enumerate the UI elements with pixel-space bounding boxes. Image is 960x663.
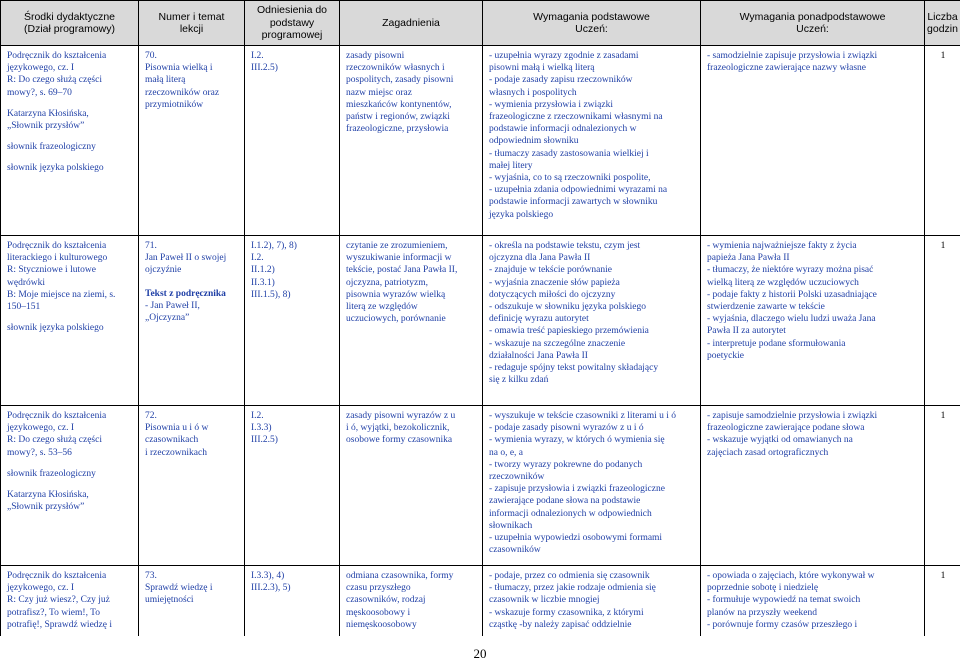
topic-line: nazw miejsc oraz xyxy=(346,87,412,98)
teaching-aid-line: słownik frazeologiczny xyxy=(7,142,96,153)
basic-requirement-line: - wymienia przysłowia i związki xyxy=(489,99,613,110)
basic-requirement-line: - podaje, przez co odmienia się czasownik xyxy=(489,571,650,581)
basic-requirement-line: pisowni małą i wielką literą xyxy=(489,63,595,74)
advanced-requirement-line: - interpretuje podane sformułowania xyxy=(707,338,846,349)
teaching-aid xyxy=(7,108,133,132)
advanced-requirement-line: wielką literą ze względów uczuciowych xyxy=(707,277,859,288)
topic-line: uczuciowych, porównanie xyxy=(346,314,446,325)
lesson-title-line: i rzeczownikach xyxy=(145,447,207,458)
table-row xyxy=(1,406,960,566)
advanced-requirement-line: papieża Jana Pawła II xyxy=(707,253,790,264)
teaching-aid-line: wędrówki xyxy=(7,277,45,288)
teaching-aid-line: potrafisz?, To wiem!, To xyxy=(7,607,101,618)
curriculum-refs-cell xyxy=(245,406,340,566)
advanced-requirement-line: - zapisuje samodzielnie przysłowia i związki xyxy=(707,411,878,421)
lesson-text-heading: Tekst z podręcznika xyxy=(145,288,226,299)
lesson-cell xyxy=(139,46,245,236)
teaching-aids-cell xyxy=(1,566,139,636)
curriculum-refs-cell xyxy=(245,236,340,406)
teaching-aid-line: potrafię!, Sprawdź wiedzę i xyxy=(7,619,112,630)
teaching-aid-line: „Słownik przysłów” xyxy=(7,121,85,132)
topic-line: rzeczowników własnych i xyxy=(346,63,445,74)
lesson-cell xyxy=(139,236,245,406)
teaching-aid-line: Katarzyna Kłosińska, xyxy=(7,490,89,501)
basic-requirement-line: - znajduje w tekście porównanie xyxy=(489,265,612,276)
basic-requirement-line: - uzupełnia wyrazy zgodnie z zasadami xyxy=(489,51,639,61)
basic-requirement-line: ojczyzna dla Jana Pawła II xyxy=(489,253,591,264)
header-topics: Zagadnienia xyxy=(340,1,483,46)
teaching-aid-line: Podręcznik do kształcenia xyxy=(7,411,107,421)
teaching-aid-line: mowy?, s. 53–56 xyxy=(7,447,72,458)
table-row xyxy=(1,236,960,406)
lesson-title-line: czasownikach xyxy=(145,435,199,446)
basic-requirement-line: - wyjaśnia znaczenie słów papieża xyxy=(489,277,620,288)
table-row xyxy=(1,46,960,236)
teaching-aid-line: słownik frazeologiczny xyxy=(7,468,96,479)
teaching-aid-line: R: Styczniowe i lutowe xyxy=(7,265,96,276)
topic-line: odmiana czasownika, formy xyxy=(346,571,454,581)
curriculum-ref: III.2.5) xyxy=(251,435,278,446)
basic-requirement-line: - tłumaczy zasady zastosowania wielkiej i xyxy=(489,148,649,159)
curriculum-refs-cell xyxy=(245,46,340,236)
advanced-requirement-line: stwierdzenie zawarte w tekście xyxy=(707,302,825,313)
teaching-aid xyxy=(7,489,133,513)
teaching-aid-line: Podręcznik do kształcenia xyxy=(7,51,107,61)
table-body xyxy=(1,46,960,636)
advanced-requirement-line: planów na przyszły weekend xyxy=(707,607,818,618)
basic-requirement-line: - podaje zasady pisowni wyrazów z u i ó xyxy=(489,423,644,434)
basic-requirement-line: - wskazuje formy czasownika, z którymi xyxy=(489,607,644,618)
advanced-requirement-line: - porównuje formy czasów przeszłego i xyxy=(707,619,858,630)
teaching-aid-line: słownik języka polskiego xyxy=(7,163,104,174)
lesson-title-line: małą literą xyxy=(145,75,186,86)
advanced-requirement-line: - tłumaczy, że niektóre wyrazy można pisać xyxy=(707,265,874,276)
topic-line: męskoosobowy i xyxy=(346,607,411,618)
table-row xyxy=(1,566,960,636)
basic-requirement-line: własnych i pospolitych xyxy=(489,87,577,98)
topic-line: ojczyzna, patriotyzm, xyxy=(346,277,429,288)
lesson-number: 72. xyxy=(145,411,157,421)
basic-requirement-line: - redaguje spójny tekst powitalny składający xyxy=(489,363,659,374)
topic-line: pisownia wyrazów wielką xyxy=(346,289,446,300)
curriculum-ref: III.1.5), 8) xyxy=(251,289,291,300)
basic-requirement-line: dotyczących miłości do ojczyzny xyxy=(489,289,616,300)
teaching-aid-line: mowy?, s. 69–70 xyxy=(7,87,72,98)
curriculum-ref: I.3.3) xyxy=(251,423,272,434)
basic-requirement-line: - tworzy wyrazy pokrewne do podanych xyxy=(489,459,643,470)
topic-line: literą ze względów xyxy=(346,302,418,313)
basic-requirement-line: - uzupełnia zdania odpowiednimi wyrazami na xyxy=(489,185,668,196)
teaching-aids-cell xyxy=(1,406,139,566)
lesson-title-line: Pisownia wielką i xyxy=(145,63,213,74)
advanced-requirement-line: - podaje fakty z historii Polski uzasadniające xyxy=(707,289,877,300)
teaching-aid-line: Podręcznik do kształcenia xyxy=(7,571,107,581)
advanced-requirement-line: - wymienia najważniejsze fakty z życia xyxy=(707,241,857,251)
teaching-aid-line: R: Do czego służą części xyxy=(7,435,102,446)
advanced-requirement-line: frazeologiczne zawierające podane słowa xyxy=(707,423,865,434)
header-advanced-requirements: Wymagania ponadpodstawowe Uczeń: xyxy=(701,1,925,46)
topics-cell xyxy=(340,236,483,406)
advanced-requirement-line: poprzednie sobotę i niedzielę xyxy=(707,583,819,594)
basic-requirement-line: cząstkę -by należy zapisać oddzielnie xyxy=(489,619,632,630)
topic-line: wyszukiwanie informacji w xyxy=(346,253,452,264)
topic-line: pospolitych, zasady pisowni xyxy=(346,75,454,86)
lesson-title-line: Sprawdź wiedzę i xyxy=(145,583,213,594)
basic-requirement-line: czasownik w liczbie mnogiej xyxy=(489,595,600,606)
topic-line: niemęskoosobowy xyxy=(346,619,417,630)
teaching-aid xyxy=(7,570,133,631)
topic-line: i ó, wyjątki, bezokolicznik, xyxy=(346,423,450,434)
basic-requirement-line: - określa na podstawie tekstu, czym jest xyxy=(489,241,641,251)
topic-line: zasady pisowni xyxy=(346,51,405,61)
topic-line: tekście, postać Jana Pawła II, xyxy=(346,265,458,276)
basic-requirements-cell xyxy=(483,46,701,236)
advanced-requirement-line: - wskazuje wyjątki od omawianych na xyxy=(707,435,853,446)
teaching-aid-line: Katarzyna Kłosińska, xyxy=(7,108,89,119)
topics-cell xyxy=(340,46,483,236)
basic-requirement-line: - podaje zasady zapisu rzeczowników xyxy=(489,75,633,86)
lesson-cell xyxy=(139,566,245,636)
lesson-number: 71. xyxy=(145,241,157,251)
basic-requirement-line: małej litery xyxy=(489,160,533,171)
lesson-number: 70. xyxy=(145,51,157,61)
basic-requirement-line: - uzupełnia wypowiedzi osobowymi formami xyxy=(489,533,663,544)
teaching-aid-line: Podręcznik do kształcenia xyxy=(7,241,107,251)
basic-requirement-line: - wyszukuje w tekście czasowniki z literami u i ó xyxy=(489,411,677,421)
curriculum-ref: II.3.1) xyxy=(251,277,275,288)
teaching-aid-line: „Słownik przysłów” xyxy=(7,502,85,513)
teaching-aid-line: literackiego i kulturowego xyxy=(7,253,108,264)
teaching-aids-cell xyxy=(1,46,139,236)
teaching-aid xyxy=(7,141,133,153)
topic-line: państw i regionów, związki xyxy=(346,112,450,123)
header-row xyxy=(1,1,960,46)
basic-requirement-line: słownikach xyxy=(489,520,533,531)
lesson-title-line: ojczyźnie xyxy=(145,265,182,276)
basic-requirement-line: podstawie informacji zawartych w słowniku xyxy=(489,197,658,208)
lesson-title-line: Pisownia u i ó w xyxy=(145,423,209,434)
basic-requirement-line: się z kilku zdań xyxy=(489,375,549,386)
basic-requirement-line: - zapisuje przysłowia i związki frazeologiczne xyxy=(489,484,665,495)
teaching-aid xyxy=(7,50,133,99)
teaching-aid-line: językowego, cz. I xyxy=(7,423,74,434)
curriculum-refs-cell xyxy=(245,566,340,636)
header-curriculum-refs: Odniesienia do podstawy programowej xyxy=(245,1,340,46)
topic-line: czasowników, rodzaj xyxy=(346,595,426,606)
advanced-requirement-line: - samodzielnie zapisuje przysłowia i związki xyxy=(707,51,878,61)
teaching-aid xyxy=(7,468,133,480)
advanced-requirements-cell xyxy=(701,236,925,406)
lesson-title-line: rzeczowników oraz xyxy=(145,87,220,98)
basic-requirement-line: - omawia treść papieskiego przemówienia xyxy=(489,326,649,337)
advanced-requirements-cell xyxy=(701,46,925,236)
basic-requirement-line: języka polskiego xyxy=(489,209,554,220)
curriculum-ref: I.2. xyxy=(251,253,264,264)
advanced-requirement-line: frazeologiczne zawierające nazwy własne xyxy=(707,63,867,74)
curriculum-ref: III.2.3), 5) xyxy=(251,583,291,594)
basic-requirement-line: odpowiednim słowniku xyxy=(489,136,579,147)
topic-line: frazeologiczne, przysłowia xyxy=(346,124,449,135)
topic-line: zasady pisowni wyrazów z u xyxy=(346,411,456,421)
basic-requirement-line: na o, e, a xyxy=(489,447,524,458)
lesson-title-line: przymiotników xyxy=(145,99,204,110)
hours-cell: 1 xyxy=(925,406,960,566)
advanced-requirement-line: - opowiada o zajęciach, które wykonywał w xyxy=(707,571,875,581)
page-number: 20 xyxy=(473,646,487,661)
lesson-title-line: umiejętności xyxy=(145,595,194,606)
basic-requirement-line: podstawie informacji odnalezionych w xyxy=(489,124,637,135)
topics-cell xyxy=(340,406,483,566)
teaching-aid-line: R: Czy już wiesz?, Czy już xyxy=(7,595,110,606)
advanced-requirement-line: - wyjaśnia, dlaczego wielu ludzi uważa Jana xyxy=(707,314,876,325)
teaching-aid-line: słownik języka polskiego xyxy=(7,323,104,334)
topic-line: czasu przyszłego xyxy=(346,583,411,594)
topic-line: mieszkańców kontynentów, xyxy=(346,99,452,110)
header-lesson: Numer i temat lekcji xyxy=(139,1,245,46)
basic-requirement-line: - wymienia wyrazy, w których ó wymienia się xyxy=(489,435,665,446)
topic-line: czytanie ze zrozumieniem, xyxy=(346,241,448,251)
header-basic-requirements: Wymagania podstawowe Uczeń: xyxy=(483,1,701,46)
advanced-requirement-line: poetyckie xyxy=(707,350,744,361)
advanced-requirements-cell xyxy=(701,406,925,566)
teaching-aid xyxy=(7,240,133,313)
basic-requirements-cell xyxy=(483,566,701,636)
basic-requirement-line: frazeologiczne z rzeczownikami własnymi na xyxy=(489,112,663,123)
topic-line: osobowe formy czasownika xyxy=(346,435,453,446)
basic-requirement-line: definicję wyrazu autorytet xyxy=(489,314,589,325)
basic-requirements-cell xyxy=(483,236,701,406)
advanced-requirement-line: Pawła II za autorytet xyxy=(707,326,786,337)
lesson-number: 73. xyxy=(145,571,157,581)
lesson-text-line: „Ojczyzna” xyxy=(145,313,190,324)
teaching-aid-line: językowego, cz. I xyxy=(7,583,74,594)
basic-requirement-line: - tłumaczy, przez jakie rodzaje odmienia się xyxy=(489,583,656,594)
teaching-aid-line: B: Moje miejsce na ziemi, s. xyxy=(7,289,116,300)
basic-requirement-line: działalności Jana Pawła II xyxy=(489,350,588,361)
hours-cell: 1 xyxy=(925,46,960,236)
curriculum-ref: II.1.2) xyxy=(251,265,275,276)
lesson-cell xyxy=(139,406,245,566)
basic-requirement-line: zawierające podane słowa na podstawie xyxy=(489,496,641,507)
basic-requirement-line: - wskazuje na szczególne znaczenie xyxy=(489,338,626,349)
header-teaching-aids: Środki dydaktyczne (Dział programowy) xyxy=(1,1,139,46)
curriculum-ref: III.2.5) xyxy=(251,63,278,74)
advanced-requirement-line: - formułuje wypowiedź na temat swoich xyxy=(707,595,861,606)
basic-requirement-line: rzeczowników xyxy=(489,472,545,483)
basic-requirement-line: - wyjaśnia, co to są rzeczowniki pospolite, xyxy=(489,173,651,184)
teaching-aid xyxy=(7,410,133,459)
teaching-aid-line: 150–151 xyxy=(7,302,41,313)
basic-requirements-cell xyxy=(483,406,701,566)
lesson-title-line: Jan Paweł II o swojej xyxy=(145,253,227,264)
curriculum-ref: I.1.2), 7), 8) xyxy=(251,241,297,251)
teaching-aid-line: językowego, cz. I xyxy=(7,63,74,74)
teaching-aid xyxy=(7,162,133,174)
curriculum-ref: I.3.3), 4) xyxy=(251,571,285,581)
lesson-text-line: - Jan Paweł II, xyxy=(145,300,200,311)
advanced-requirement-line: zajęciach zasad ortograficznych xyxy=(707,447,829,458)
teaching-aid-line: R: Do czego służą części xyxy=(7,75,102,86)
basic-requirement-line: informacji odnalezionych w odpowiednich xyxy=(489,508,652,519)
header-hours: Liczba godzin xyxy=(925,1,960,46)
topics-cell xyxy=(340,566,483,636)
advanced-requirements-cell xyxy=(701,566,925,636)
curriculum-ref: I.2. xyxy=(251,411,264,421)
teaching-aids-cell xyxy=(1,236,139,406)
curriculum-ref: I.2. xyxy=(251,51,264,61)
basic-requirement-line: - odszukuje w słowniku języka polskiego xyxy=(489,302,646,313)
teaching-aid xyxy=(7,322,133,334)
hours-cell: 1 xyxy=(925,566,960,636)
hours-cell: 1 xyxy=(925,236,960,406)
basic-requirement-line: czasowników xyxy=(489,545,541,556)
